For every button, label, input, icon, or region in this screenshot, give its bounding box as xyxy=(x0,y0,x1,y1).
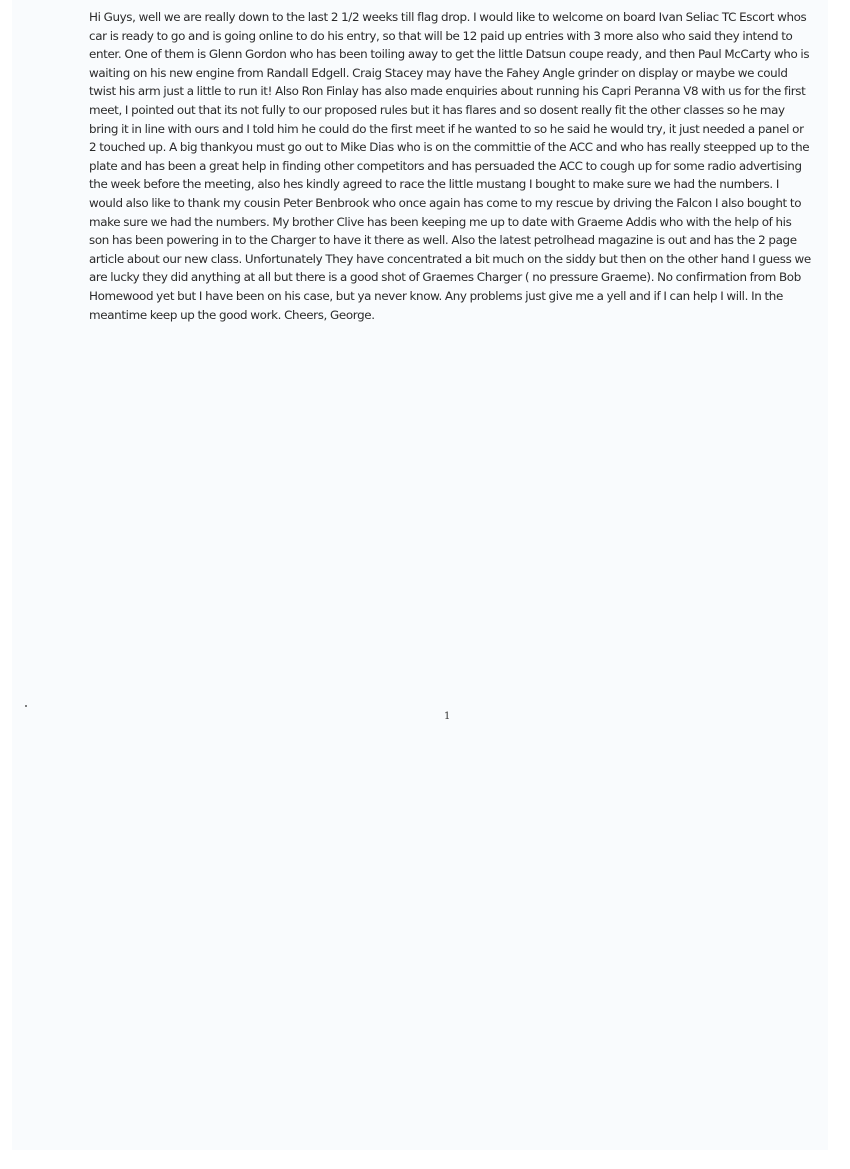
letter-body: Hi Guys, well we are really down to the last 2 1/2 weeks till flag drop. I would like to welcome on board Ivan Seliac TC Escort whos car is ready to go and is going online to do his entry, so that will be 12 paid up entries with 3 more also who said they intend to enter. One of them is Glenn Gordon who has been toiling away to get the little Datsun coupe ready, and then Paul McCarty who is waiting on his new engine from Randall Edgell. Craig Stacey may have the Fahey Angle grinder on display or maybe we could twist his arm just a little to run it! Also Ron Finlay has also made enquiries about running his Capri Peranna V8 with us for the first meet, I pointed out that its not fully to our proposed rules but it has flares and so dosent really fit the other classes so he may bring it in line with ours and I told him he could do the first meet if he wanted to so he said he would try, it just needed a panel or 2 touched up. A big thankyou must go out to Mike Dias who is on the committie of the ACC and who has really steepped up to the plate and has been a great help in finding other competitors and has persuaded the ACC to cough up for some radio advertising the week before the meeting, also hes kindly agreed to race the little mustang I bought to make sure we had the numbers. I would also like to thank my cousin Peter Benbrook who once again has come to my rescue by driving the Falcon I also bought to make sure we had the numbers. My brother Clive has been keeping me up to date with Graeme Addis who with the help of his son has been powering in to the Charger to have it there as well. Also the latest petrolhead magazine is out and has the 2 page article about our new class. Unfortunately They have concentrated a bit much on the siddy but then on the other hand I guess we are lucky they did anything at all but there is a good shot of Graemes Charger ( no pressure Graeme). No confirmation from Bob Homewood yet but I have been on his case, but ya never know. Any problems just give me a yell and if I can help I will. In the meantime keep up the good work. Cheers, George. xyxy=(89,10,811,322)
page-margin xyxy=(828,0,850,1169)
page-number: 1 xyxy=(444,711,451,722)
scan-speck xyxy=(25,705,27,707)
